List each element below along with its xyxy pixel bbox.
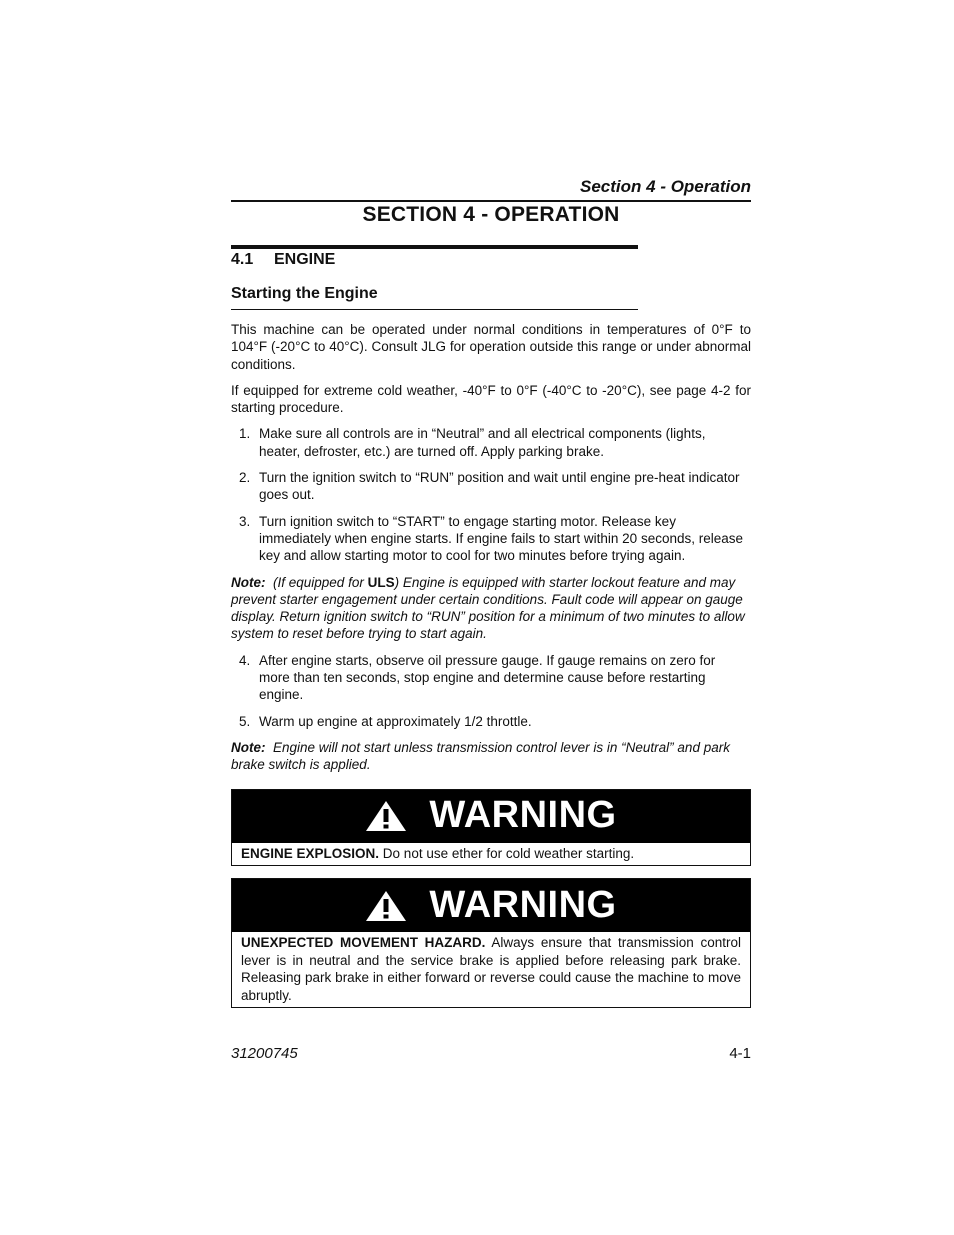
warning-message: Do not use ether for cold weather starting. bbox=[382, 845, 635, 861]
body-content bbox=[231, 321, 751, 1020]
list-item bbox=[231, 652, 751, 704]
note-label: Note: bbox=[231, 574, 266, 590]
subsection-number: 4.1 bbox=[231, 251, 254, 268]
step-number: 2. bbox=[239, 470, 251, 486]
warning-text bbox=[232, 932, 750, 1007]
running-header: Section 4 - Operation bbox=[580, 177, 751, 196]
warning-heading: WARNING bbox=[429, 794, 617, 837]
warning-header bbox=[232, 790, 750, 843]
note-bold: ULS bbox=[367, 574, 395, 590]
paragraph: This machine can be operated under normal conditions in temperatures of 0°F to 104°F (-20°C to 40°C). Consult JLG for operation outside this range or under abnormal conditions. bbox=[231, 322, 751, 372]
step-text: Make sure all controls are in “Neutral” and all electrical components (lights, heater, defroster, etc.) are turned off. Apply parking brake. bbox=[259, 426, 706, 459]
warning-label: ENGINE EXPLOSION. bbox=[241, 845, 380, 861]
note-text: (If equipped for bbox=[273, 574, 368, 590]
warning-heading: WARNING bbox=[429, 883, 617, 926]
note-uls bbox=[231, 574, 751, 643]
list-item bbox=[231, 469, 751, 504]
warning-message: Always ensure that transmission control lever is in neutral and the service brake is applied before releasing park brake. Releasing park brake in either forward or reverse could cause the machine to move abruptly. bbox=[241, 935, 741, 1003]
warning-label: UNEXPECTED MOVEMENT HAZARD. bbox=[241, 935, 486, 951]
section-title: SECTION 4 - OPERATION bbox=[362, 203, 620, 226]
list-item bbox=[231, 713, 751, 730]
step-text: Warm up engine at approximately 1/2 throttle. bbox=[259, 713, 532, 729]
warning-text bbox=[232, 843, 750, 866]
page-number: 4-1 bbox=[729, 1045, 751, 1062]
list-item bbox=[231, 513, 751, 565]
warning-triangle-icon bbox=[365, 890, 407, 922]
paragraph: If equipped for extreme cold weather, -40°F to 0°F (-40°C to -20°C), see page 4-2 for starting procedure. bbox=[231, 382, 751, 416]
note-text: ) Engine is equipped with starter lockout feature and may prevent starter engagement under certain conditions. Fault code will appear on gauge display. Return ignition switch to “RUN” position for a minimum of two minutes to allow system to reset before trying to start again. bbox=[231, 574, 745, 642]
subsubsection-title: Starting the Engine bbox=[231, 285, 378, 302]
warning-triangle-icon bbox=[365, 800, 407, 832]
subsubsection-rule bbox=[231, 309, 638, 310]
subsection-title: ENGINE bbox=[274, 251, 336, 268]
note-label: Note: bbox=[231, 739, 266, 755]
step-text: Turn the ignition switch to “RUN” position and wait until engine pre-heat indicator goes out. bbox=[259, 470, 740, 503]
warning-box-explosion bbox=[231, 789, 751, 867]
step-number: 4. bbox=[239, 652, 251, 668]
warning-header bbox=[232, 879, 750, 932]
step-text: Turn ignition switch to “START” to engage starting motor. Release key immediately when engine starts. If engine fails to start within 20 seconds, release key and allow starting motor to cool for two minutes before trying again. bbox=[259, 513, 744, 564]
step-number: 1. bbox=[239, 426, 251, 442]
step-text: After engine starts, observe oil pressure gauge. If gauge remains on zero for more than ten seconds, stop engine and determine cause before restarting engine. bbox=[259, 652, 716, 703]
note-transmission bbox=[231, 739, 751, 774]
warning-box-movement bbox=[231, 878, 751, 1008]
document-number: 31200745 bbox=[231, 1045, 298, 1062]
step-number: 3. bbox=[239, 513, 251, 529]
step-number: 5. bbox=[239, 713, 251, 729]
section-rule bbox=[231, 245, 638, 249]
note-text: Engine will not start unless transmission control lever is in “Neutral” and park brake switch is applied. bbox=[231, 739, 730, 773]
header-rule bbox=[231, 200, 751, 202]
list-item bbox=[231, 425, 751, 460]
